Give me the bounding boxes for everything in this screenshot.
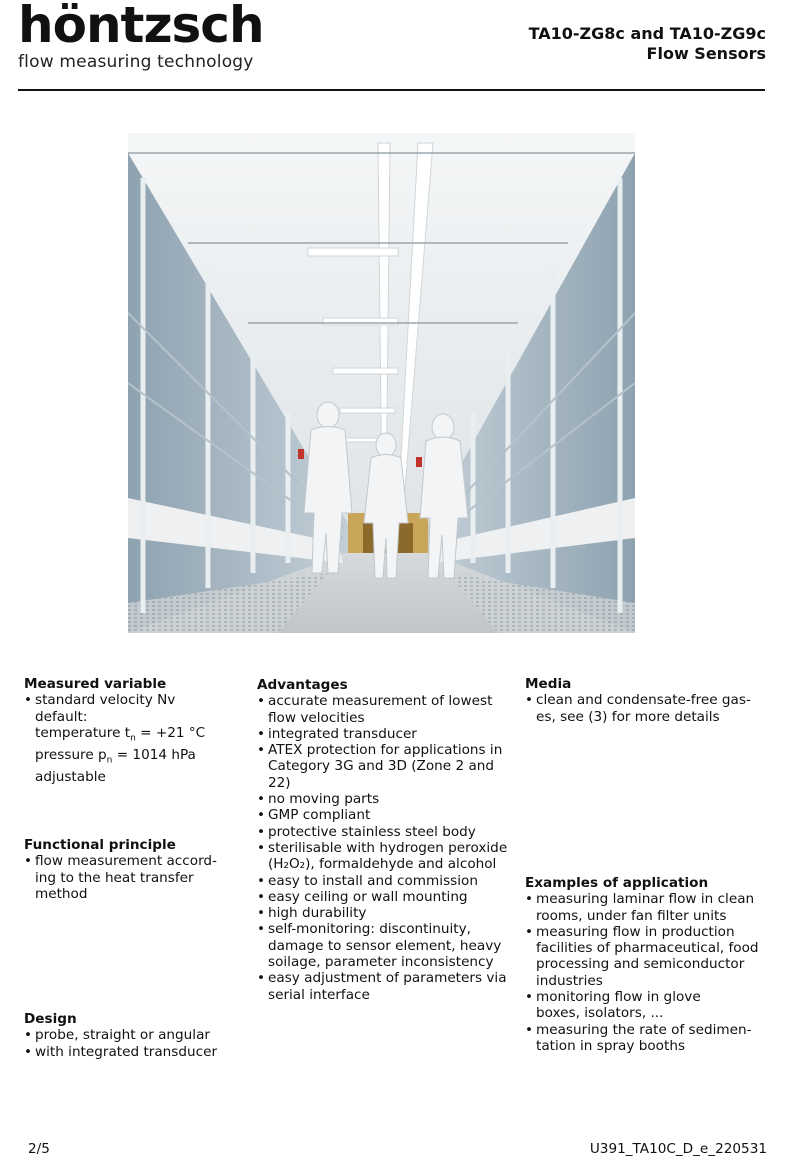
measured-variable-section (24, 676, 250, 785)
list-item: • ATEX protection for applications in Category 3G and 3D (Zone 2 and 22) (257, 742, 509, 791)
list-item: • easy ceiling or wall mounting (257, 889, 519, 905)
functional-principle-list (24, 853, 250, 902)
list-item: • high durability (257, 905, 519, 921)
functional-principle-heading: Functional principle (24, 837, 176, 853)
list-item: • flow measurement accord-ing to the heat transfer method (24, 853, 224, 902)
list-item: • self-monitoring: discontinuity, damage to sensor element, heavy soilage, parameter inconsistency (257, 921, 509, 970)
media-list (525, 692, 775, 725)
examples-list (525, 891, 775, 1054)
list-item: • easy adjustment of parameters via serial interface (257, 970, 519, 1003)
list-item: • monitoring flow in glove boxes, isolators, ... (525, 989, 725, 1022)
list-item: • measuring laminar flow in clean rooms, under fan filter units (525, 891, 765, 924)
header-divider (18, 89, 765, 91)
list-item: • probe, straight or angular (24, 1027, 250, 1043)
examples-section (525, 875, 775, 1054)
document-id: U391_TA10C_D_e_220531 (589, 1141, 767, 1157)
list-item: • protective stainless steel body (257, 824, 519, 840)
design-section (24, 1011, 250, 1060)
examples-heading: Examples of application (525, 875, 709, 891)
list-item: • easy to install and commission (257, 873, 519, 889)
brand-name: höntzsch (18, 0, 264, 54)
document-title-line2: Flow Sensors (646, 44, 766, 63)
advantages-list (257, 693, 519, 1003)
document-title-line1: TA10-ZG8c and TA10-ZG9c (528, 24, 766, 43)
media-section (525, 676, 775, 725)
list-item: • integrated transducer (257, 726, 519, 742)
measured-variable-heading: Measured variable (24, 676, 167, 692)
media-heading: Media (525, 676, 572, 692)
page-number: 2/5 (28, 1141, 50, 1157)
temperature-line: temperature $t_n = +21$ °C (35, 724, 206, 744)
design-list (24, 1027, 250, 1060)
document-title (529, 24, 766, 64)
list-item: • clean and condensate-free gas-es, see (3) for more details (525, 692, 765, 725)
measured-variable-list (24, 692, 250, 785)
list-item: • with integrated transducer (24, 1044, 250, 1060)
list-item: • accurate measurement of lowest flow velocities (257, 693, 519, 726)
advantages-heading: Advantages (257, 677, 348, 693)
list-item: • GMP compliant (257, 807, 519, 823)
list-item: • measuring flow in production facilities of pharmaceutical, food processing and semiconductor industries (525, 924, 770, 989)
design-heading: Design (24, 1011, 77, 1027)
advantages-section (257, 677, 519, 1003)
list-item: • measuring the rate of sedimen-tation in spray booths (525, 1022, 765, 1055)
pressure-line: pressure $p_n = 1014$ hPa (35, 746, 196, 766)
list-item: • sterilisable with hydrogen peroxide (H₂O₂), formaldehyde and alcohol (257, 840, 519, 873)
cleanroom-photo (128, 133, 635, 633)
list-item: • no moving parts (257, 791, 519, 807)
brand-tagline: flow measuring technology (18, 52, 254, 72)
functional-principle-section (24, 837, 250, 902)
brand-logo (18, 0, 264, 72)
list-item: • standard velocity Nv default: temperature $t_n = +21$ °C pressure $p_n = 1014$ hPa adjustable (24, 692, 250, 785)
